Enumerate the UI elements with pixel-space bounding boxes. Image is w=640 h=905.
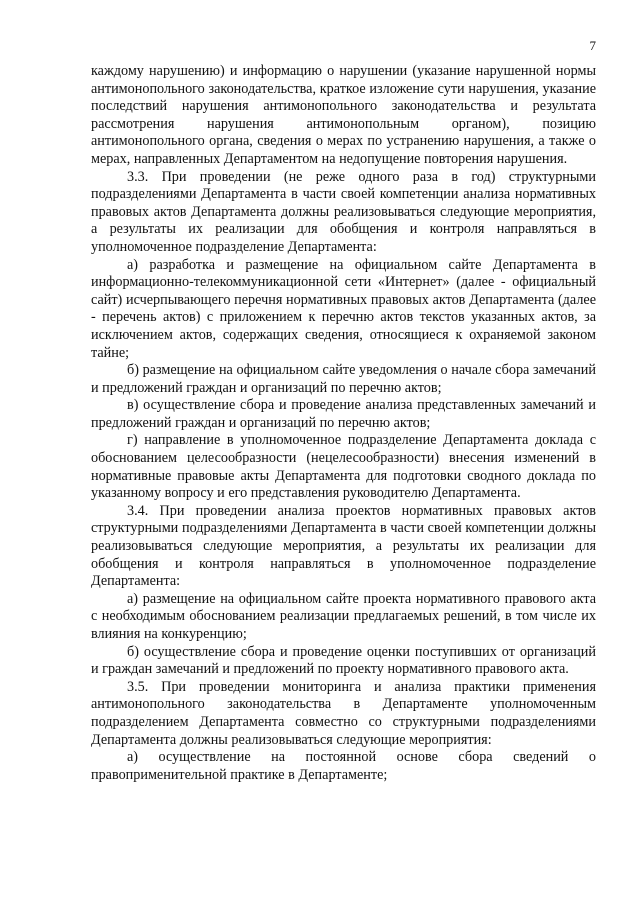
paragraph-3-4-a: а) размещение на официальном сайте проекта нормативного правового акта с необходимым обоснованием реализации предлагаемых решений, в том числе их влияния на конкуренцию;: [91, 590, 596, 642]
document-body: [91, 63, 596, 784]
paragraph-3-4-b: б) осуществление сбора и проведение оценки поступивших от организаций и граждан замечаний и предложений по проекту нормативного правового акта.: [91, 643, 596, 678]
paragraph-3-3-b: б) размещение на официальном сайте уведомления о начале сбора замечаний и предложений граждан и организаций по перечню актов;: [91, 362, 596, 396]
paragraph-3-3-a: а) разработка и размещение на официальном сайте Департамента в информационно-телекоммуникационной сети «Интернет» (далее - официальный сайт) исчерпывающего перечня нормативных правовых актов Департамента (далее - перечень актов) с приложением к перечню актов текстов указанных актов, за исключением актов, содержащих сведения, относящиеся к охраняемой законом тайне;: [91, 256, 596, 361]
paragraph-continuation: каждому нарушению) и информацию о нарушении (указание нарушенной нормы антимонопольного законодательства, краткое изложение сути нарушения, указание последствий нарушения антимонопольного законодательства и результата рассмотрения нарушения антимонопольным органом), позицию антимонопольного органа, сведения о мерах по устранению нарушения, а также о мерах, направленных Департаментом на недопущение повторения нарушения.: [91, 63, 596, 167]
paragraph-3-4: 3.4. При проведении анализа проектов нормативных правовых актов структурными подразделениями Департамента в части своей компетенции должны реализовываться следующие мероприятия, а результаты их реализации для обобщения и контроля направляться в уполномоченное подразделение Департамента:: [91, 502, 596, 590]
paragraph-3-3-v: в) осуществление сбора и проведение анализа представленных замечаний и предложений граждан и организаций по перечню актов;: [91, 397, 596, 431]
paragraph-3-3-g: г) направление в уполномоченное подразделение Департамента доклада с обоснованием целесообразности (нецелесообразности) внесения изменений в нормативные правовые акты Департамента для подготовки сводного доклада по указанному вопросу и его представления руководителю Департамента.: [91, 432, 596, 502]
page-number: 7: [589, 38, 596, 53]
paragraph-3-5: 3.5. При проведении мониторинга и анализа практики применения антимонопольного законодательства в Департаменте уполномоченным подразделением Департамента совместно со структурными подразделениями Департамента должны реализовываться следующие мероприятия:: [91, 678, 596, 748]
paragraph-3-5-a: а) осуществление на постоянной основе сбора сведений о правоприменительной практике в Департаменте;: [91, 749, 596, 783]
paragraph-3-3: 3.3. При проведении (не реже одного раза в год) структурными подразделениями Департамента в части своей компетенции анализа нормативных правовых актов Департамента должны реализовываться следующие мероприятия, а результаты их реализации для обобщения и контроля направляться в уполномоченное подразделение Департамента:: [91, 168, 596, 255]
